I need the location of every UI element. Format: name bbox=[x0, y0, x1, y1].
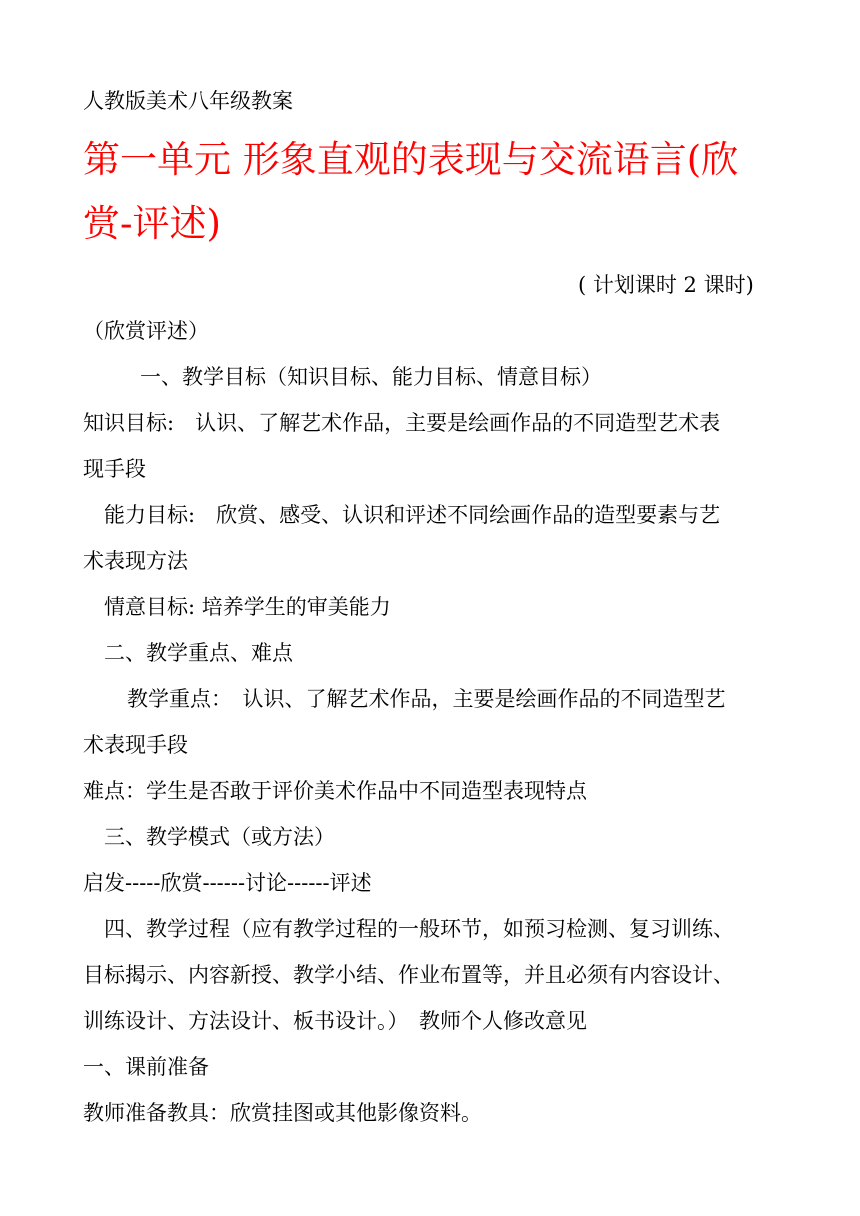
knowledge-goal-line-1: 知识目标: 认识、了解艺术作品，主要是绘画作品的不同造型艺术表 bbox=[83, 411, 721, 435]
section-3-heading: 三、教学模式（或方法） bbox=[104, 825, 335, 849]
section-2-heading: 二、教学重点、难点 bbox=[104, 641, 293, 665]
knowledge-goal-line-2: 现手段 bbox=[83, 457, 146, 481]
teaching-mode: 启发-----欣赏------讨论------评述 bbox=[83, 871, 372, 895]
section-4-line-2: 目标揭示、内容新授、教学小结、作业布置等，并且必须有内容设计、 bbox=[83, 963, 734, 987]
preparation-heading: 一、课前准备 bbox=[83, 1055, 209, 1079]
unit-title-line-2: 赏-评述) bbox=[83, 202, 221, 245]
emotion-goal: 情意目标: 培养学生的审美能力 bbox=[104, 595, 391, 619]
planned-hours: ( 计划课时 2 课时) bbox=[578, 273, 754, 297]
section-4-line-3: 训练设计、方法设计、板书设计。） 教师个人修改意见 bbox=[83, 1009, 587, 1033]
section-4-line-1: 四、教学过程（应有教学过程的一般环节，如预习检测、复习训练、 bbox=[104, 917, 734, 941]
section-1-heading: 一、教学目标（知识目标、能力目标、情意目标） bbox=[140, 365, 602, 389]
difficulty: 难点：学生是否敢于评价美术作品中不同造型表现特点 bbox=[83, 779, 587, 803]
ability-goal-line-1: 能力目标: 欣赏、感受、认识和评述不同绘画作品的造型要素与艺 bbox=[104, 503, 721, 527]
key-point-line-2: 术表现手段 bbox=[83, 733, 188, 757]
doc-header: 人教版美术八年级教案 bbox=[83, 89, 293, 113]
ability-goal-line-2: 术表现方法 bbox=[83, 549, 188, 573]
key-point-line-1: 教学重点： 认识、了解艺术作品，主要是绘画作品的不同造型艺 bbox=[127, 687, 726, 711]
preparation-text: 教师准备教具：欣赏挂图或其他影像资料。 bbox=[83, 1101, 482, 1125]
subtitle: （欣赏评述） bbox=[83, 319, 209, 343]
unit-title-line-1: 第一单元 形象直观的表现与交流语言(欣 bbox=[83, 138, 739, 181]
